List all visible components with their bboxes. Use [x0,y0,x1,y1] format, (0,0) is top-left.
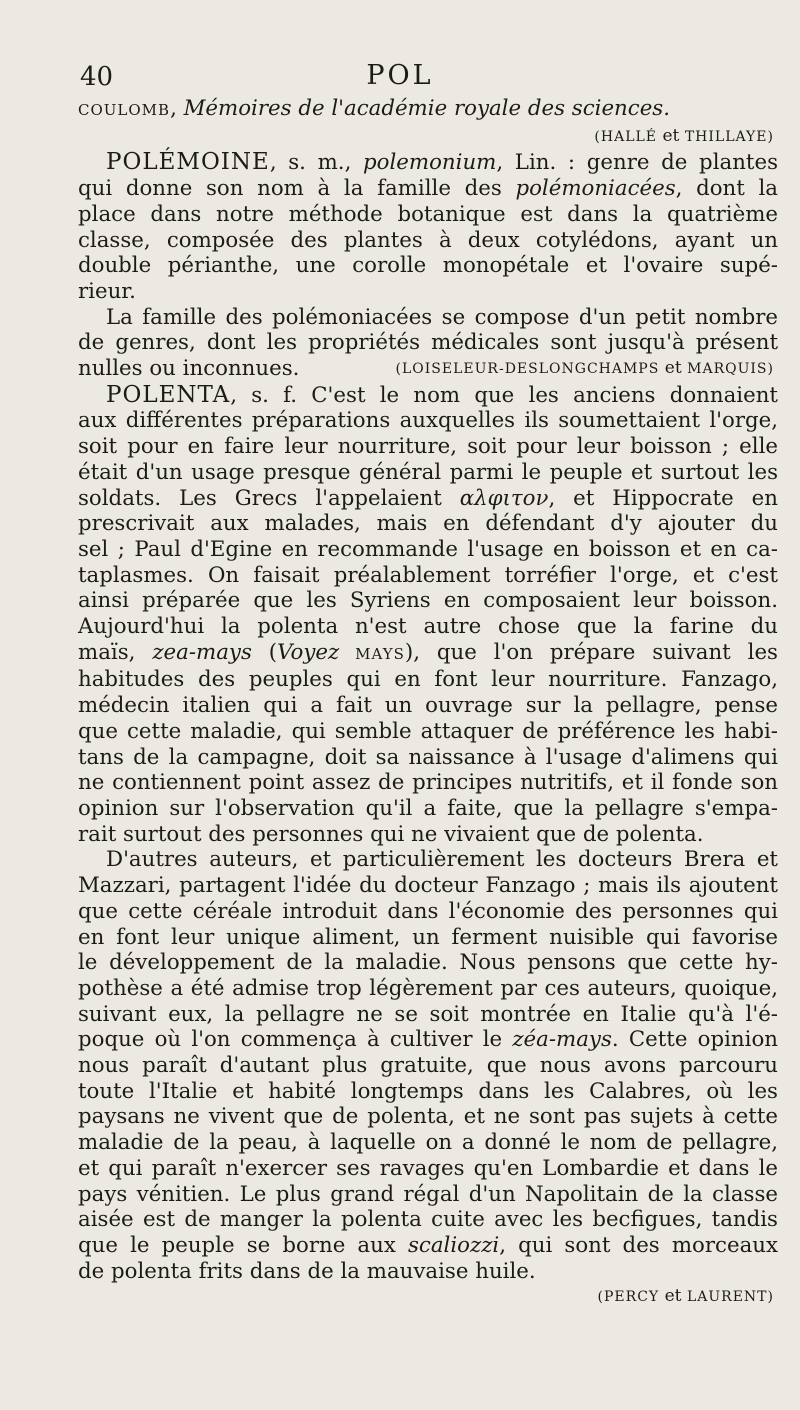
entry-line: médecin italien qui a fait un ouvrage sur la pellagre, pense [78,693,778,719]
entry-line: D'autres auteurs, et particulièrement les docteurs Brera et [106,847,778,873]
entry-line: que cette maladie, qui semble attaquer de préférence les habi- [78,718,778,744]
entry-line: poque où l'on commença à cultiver le zéa-mays. Cette opinion [78,1027,778,1053]
entry-line: et qui paraît n'exercer ses ravages qu'en Lombardie et dans le [78,1155,778,1181]
entry-line: soldats. Les Grecs l'appelaient αλφιτον, et Hippocrate en [78,485,778,511]
entry-line: opinion sur l'observation qu'il a faite, que la pellagre s'empa- [78,795,778,821]
entry-line: aux différentes préparations auxquelles ils soumettaient l'orge, [78,408,778,434]
entry-line: POLENTA, s. f. C'est le nom que les anciens donnaient [106,381,778,408]
entry-line: aisée est de manger la polenta cuite avec les becfigues, tandis [78,1207,778,1233]
entry-line: pothèse a été admise trop légèrement par ces auteurs, quoique, [78,975,778,1001]
entry-line: rieur. [78,278,136,304]
entry-line: sel ; Paul d'Egine en recommande l'usage en boisson et en ca- [78,536,778,562]
entry-line: soit pour en faire leur nourriture, soit pour leur boisson ; elle [78,434,778,460]
entry-line: taplasmes. On faisait préalablement torréfier l'orge, et c'est [78,562,778,588]
previous-entry-citation: COULOMB, Mémoires de l'académie royale des sciences. [78,96,671,121]
entry-line: tans de la campagne, doit sa naissance à l'usage d'alimens qui [78,744,778,770]
entry-line: maladie de la peau, à laquelle on a donné le nom de pellagre, [78,1130,778,1156]
entry-line: Mazzari, partagent l'idée du docteur Fanzago ; mais ils ajoutent [78,873,778,899]
entry-line: classe, composée des plantes à deux cotylédons, ayant un [78,227,778,253]
page-header [80,60,720,96]
headword-polemoine: POLÉMOINE [106,149,270,176]
entry-line: était d'un usage presque général parmi le peuple et surtout les [78,459,778,485]
entry-line: toute l'Italie et habité longtemps dans les Calabres, où les [78,1078,778,1104]
entry-line: paysans ne vivent que de polenta, et ne sont pas sujets à cette [78,1104,778,1130]
entry-line: que cette céréale introduit dans l'économie des personnes qui [78,898,778,924]
entry-line: pays vénitien. Le plus grand régal d'un Napolitain de la classe [78,1181,778,1207]
entry-line: ne contiennent point assez de principes nutritifs, et il fonde son [78,770,778,796]
entry-line: le développement de la maladie. Nous pensons que cette hy- [78,950,778,976]
entry-line: double périanthe, une corolle monopétale et l'ovaire supé- [78,253,778,279]
entry-line: prescrivait aux malades, mais en défendant d'y ajouter du [78,511,778,537]
running-head: POL [366,60,434,91]
headword-polenta: POLENTA [106,381,231,408]
entry-line: place dans notre méthode botanique est dans la quatrième [78,201,778,227]
entry-line: qui donne son nom à la famille des polémoniacées, dont la [78,176,778,202]
entry-line: nulles ou inconnues. (LOISELEUR-DESLONGCHAMPS et MARQUIS) [78,356,778,383]
entry-line: nous paraît d'autant plus gratuite, que nous avons parcouru [78,1053,778,1079]
entry-line: de genres, dont les propriétés médicales sont jusqu'à présent [78,330,778,356]
entry-polenta [78,383,778,1311]
entry-line: maïs, zea-mays (Voyez MAYS), que l'on prépare suivant les [78,639,778,665]
previous-entry-signature: (HALLÉ et THILLAYE) [594,125,774,146]
polenta-signature: (PERCY et LAURENT) [597,1286,774,1307]
entry-line: habitudes des peuples qui en font leur nourriture. Fanzago, [78,667,778,693]
entry-line: que le peuple se borne aux scaliozzi, qui sont des morceaux [78,1232,778,1258]
entry-polemoine [78,150,778,382]
entry-line: de polenta frits dans de la mauvaise huile. [78,1258,536,1284]
polemoine-signature: (LOISELEUR-DESLONGCHAMPS et MARQUIS) [395,358,774,379]
entry-line: suivant eux, la pellagre ne se soit montrée en Italie qu'à l'é- [78,1001,778,1027]
entry-line: en font leur unique aliment, un ferment nuisible qui favorise [78,924,778,950]
page-body [78,96,778,1311]
entry-line: POLÉMOINE, s. m., polemonium, Lin. : genre de plantes [106,149,779,176]
entry-line: La famille des polémoniacées se compose d'un petit nombre [106,304,778,330]
entry-line: rait surtout des personnes qui ne vivaient que de polenta. [78,821,704,847]
entry-line: ainsi préparée que les Syriens en composaient leur boisson. [78,588,778,614]
entry-line: Aujourd'hui la polenta n'est autre chose que la farine du [78,614,778,640]
page-number: 40 [80,62,114,92]
